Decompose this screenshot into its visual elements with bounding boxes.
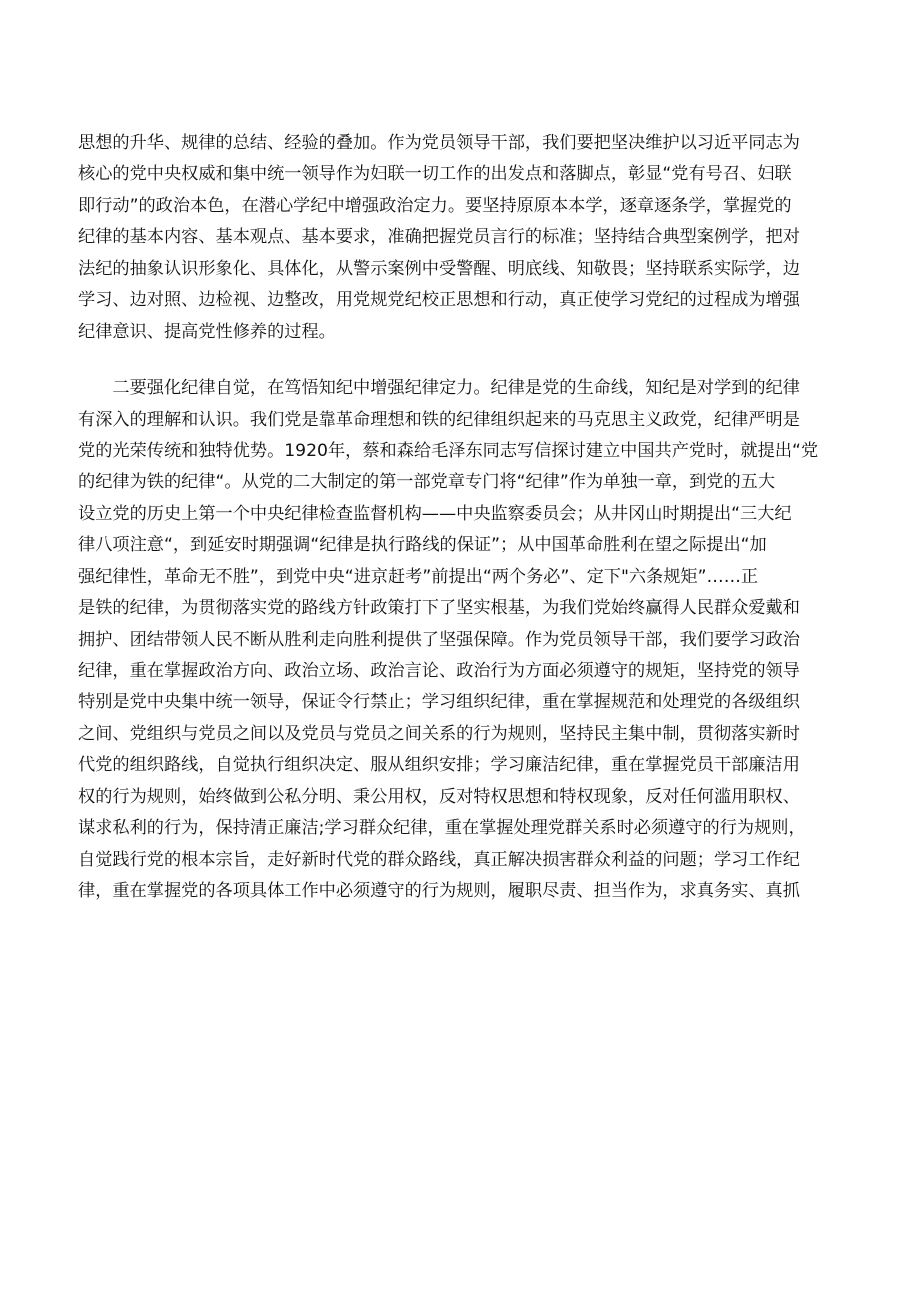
text-line: 纪律，重在掌握政治方向、政治立场、政治言论、政治行为方面必须遵守的规矩，坚持党的领导 (78, 661, 800, 681)
text-line: 之间、党组织与党员之间以及党员与党员之间关系的行为规则，坚持民主集中制，贯彻落实新时 (78, 723, 800, 744)
text-line: 律八项注意“，到延安时期强调“纪律是执行路线的保证”；从中国革命胜利在望之际提出“加 (78, 535, 767, 556)
paragraph-1 (78, 128, 854, 348)
paragraph-2 (78, 373, 854, 907)
text-line: 自觉践行党的根本宗旨，走好新时代党的群众路线，真正解决损害群众利益的问题；学习工作纪 (78, 849, 800, 870)
paragraph-gap (78, 348, 854, 373)
text-line: 代党的组织路线，自觉执行组织决定、服从组织安排；学习廉洁纪律，重在掌握党员干部廉洁用 (78, 755, 800, 776)
text-line: 学习、边对照、边检视、边整改，用党规党纪校正思想和行动，真正使学习党纪的过程成为增强 (78, 290, 800, 311)
text-line: 党的光荣传统和独特优势。1920年，蔡和森给毛泽东同志写信探讨建立中国共产党时，就提出“党 (78, 440, 819, 461)
text-line: 特别是党中央集中统一领导，保证令行禁止；学习组织纪律，重在掌握规范和处理党的各级组织 (78, 692, 800, 713)
text-line: 二要强化纪律自觉，在笃悟知纪中增强纪律定力。纪律是党的生命线，知纪是对学到的纪律 (78, 378, 800, 399)
text-line: 权的行为规则，始终做到公私分明、秉公用权，反对特权思想和特权现象，反对任何滥用职权、 (78, 786, 800, 807)
text-line: 纪律意识、提高党性修养的过程。 (78, 321, 336, 342)
text-line: 设立党的历史上第一个中央纪律检查监督机构——中央监察委员会；从井冈山时期提出“三大纪 (78, 503, 792, 524)
text-line: 有深入的理解和认识。我们党是靠革命理想和铁的纪律组织起来的马克思主义政党，纪律严明是 (78, 409, 800, 430)
text-line: 思想的升华、规律的总结、经验的叠加。作为党员领导干部，我们要把坚决维护以习近平同志为 (78, 133, 800, 153)
text-line: 律，重在掌握党的各项具体工作中必须遵守的行为规则，履职尽责、担当作为，求真务实、真抓 (78, 881, 800, 902)
text-line: 谋求私利的行为，保持清正廉洁;学习群众纪律，重在掌握处理党群关系时必须遵守的行为规则， (78, 818, 806, 839)
text-line: 拥护、团结带领人民不断从胜利走向胜利提供了坚强保障。作为党员领导干部，我们要学习政治 (78, 629, 800, 650)
text-line: 法纪的抽象认识形象化、具体化，从警示案例中受警醒、明底线、知敬畏；坚持联系实际学，边 (78, 258, 800, 279)
text-line: 是铁的纪律，为贯彻落实党的路线方针政策打下了坚实根基，为我们党始终赢得人民群众爱戴和 (78, 598, 800, 619)
text-line: 即行动”的政治本色，在潜心学纪中增强政治定力。要坚持原原本本学，逐章逐条学，掌握党的 (78, 195, 792, 216)
text-line: 强纪律性，革命无不胜”，到党中央“进京赶考”前提出“两个务必”、定下"六条规矩”……正 (78, 566, 759, 587)
text-line: 的纪律为铁的纪律“。从党的二大制定的第一部党章专门将“纪律”作为单独一章，到党的五大 (78, 472, 776, 493)
text-line: 核心的党中央权威和集中统一领导作为妇联一切工作的出发点和落脚点，彰显“党有号召、妇联 (78, 164, 792, 185)
document-body (78, 128, 854, 908)
text-line: 纪律的基本内容、基本观点、基本要求，准确把握党员言行的标准；坚持结合典型案例学，把对 (78, 227, 800, 248)
